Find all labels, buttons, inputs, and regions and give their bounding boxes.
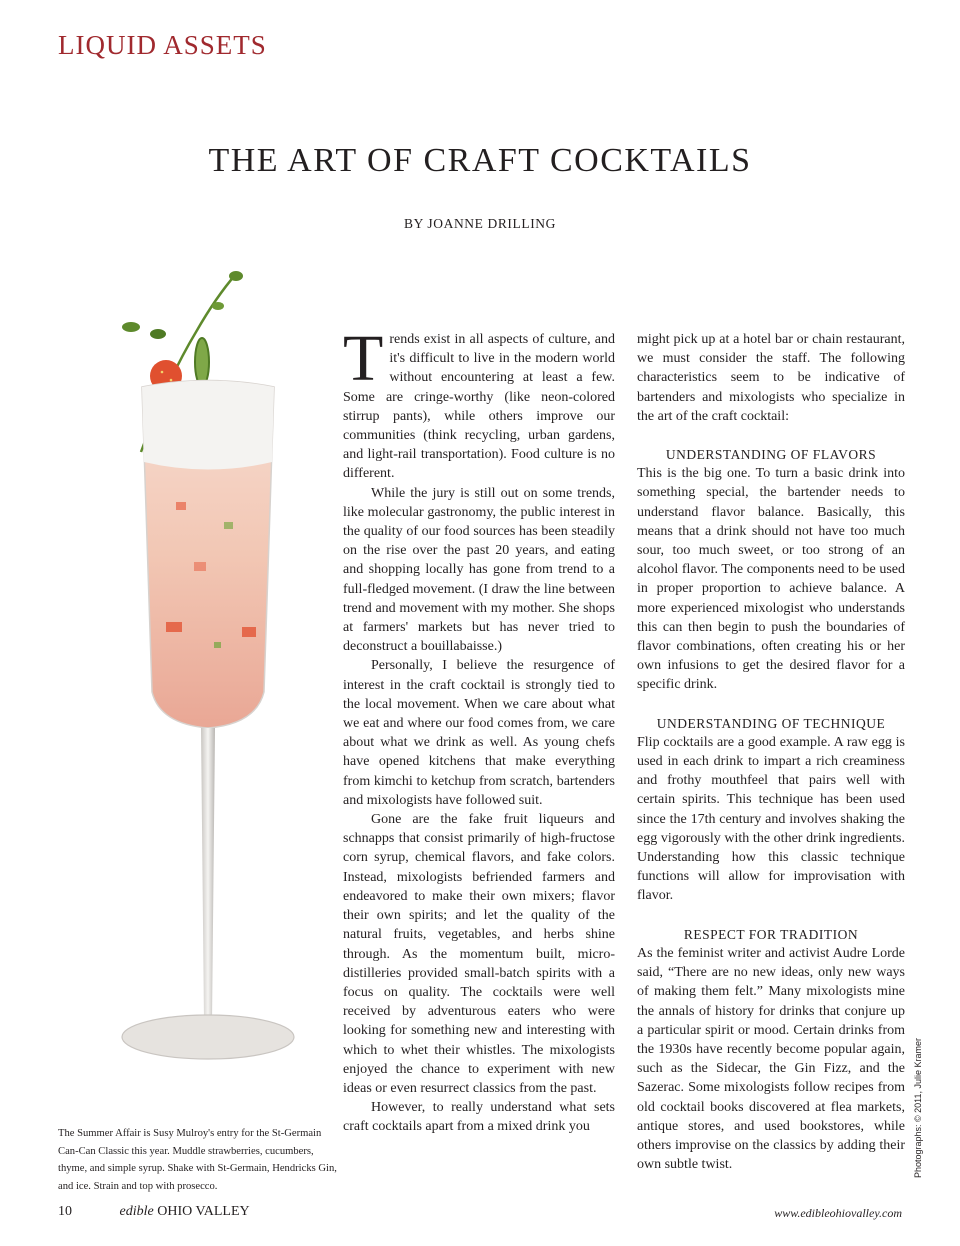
strawberry-seed bbox=[170, 379, 173, 382]
fruit-bit bbox=[194, 562, 206, 571]
magazine-name-italic: edible bbox=[119, 1204, 154, 1219]
drop-cap: T bbox=[343, 322, 384, 395]
section-subheading: RESPECT FOR TRADITION bbox=[683, 926, 859, 942]
paragraph: Flip cocktails are a good example. A raw egg is used in each drink to impart a rich creaminess and frothy mouthfeel that pairs well with certain spirits. This technique has been used since the 17th century and involves shaking the egg vigorously with the other drink ingredients. Understanding how this classic technique functions will allow for improvisation with flavor. bbox=[637, 734, 905, 904]
cucumber-slice bbox=[195, 338, 209, 386]
paragraph: rends exist in all aspects of culture, and it's difficult to live in the modern world without encountering at least a few. Some are cringe-worthy (like neon-colored stirrup pants), while others improve our communities (think recycling, urban gardens, and light-rail transportation). Food culture is no different. bbox=[343, 332, 615, 482]
page-number: 10 bbox=[58, 1204, 72, 1219]
magazine-region: OHIO VALLEY bbox=[157, 1204, 250, 1219]
article-byline: BY JOANNE DRILLING bbox=[403, 216, 557, 231]
leaf bbox=[122, 322, 140, 332]
article-column-1 bbox=[343, 322, 615, 1137]
strawberry-seed bbox=[161, 371, 164, 374]
footer-url[interactable]: www.edibleohiovalley.com bbox=[774, 1206, 902, 1220]
photo-caption: The Summer Affair is Susy Mulroy's entry for the St-Germain Can-Can Classic this year. Muddle strawberries, cucumbers, thyme, and simple syrup. Shake with St-Germain, Hendricks Gin, and ice. Strain and top with prosecco. bbox=[58, 1128, 337, 1192]
fruit-bit bbox=[214, 642, 221, 648]
photo-credit bbox=[913, 1038, 925, 1178]
paragraph: However, to really understand what sets craft cocktails apart from a mixed drink you bbox=[343, 1100, 615, 1135]
photo-credit-text: Photographs: © 2011, Julie Kramer bbox=[913, 1037, 923, 1178]
fruit-bit bbox=[166, 622, 182, 632]
paragraph: As the feminist writer and activist Audre Lorde said, “There are no new ideas, only new ways of making them felt.” Many mixologists mine the annals of history for drinks that conjure up a particular spirit or mood. Certain drinks from the 1930s have recently become popular again, such as the Sidecar, the Gin Fizz, and the Sazerac. Some mixologists follow recipes from old cocktail books discovered at flea markets, antique stores, and used bookstores, while others improvise on the classics by adding their own subtle twist. bbox=[637, 945, 905, 1173]
foam bbox=[142, 381, 274, 470]
paragraph: While the jury is still out on some trends, like molecular gastronomy, the public interest in the quality of our food sources has been steadily on the rise over the past 20 years, and eating and shopping locally has gone from trend to a full-fledged movement. (I draw the line between trend and movement with my mother. She shops at farmers' markets but has never tried to deconstruct a bouillabaisse.) bbox=[343, 485, 615, 655]
section-subheading: UNDERSTANDING OF TECHNIQUE bbox=[656, 715, 886, 731]
article-title: THE ART OF CRAFT COCKTAILS bbox=[208, 142, 752, 179]
cocktail-photo bbox=[96, 262, 321, 1102]
paragraph: Personally, I believe the resurgence of interest in the craft cocktail is strongly tied to the local movement. When we care about what we eat and where our food comes from, we care about what we drink as well. As young chefs have opened kitchens that make everything from kimchi to ketchup from scratch, bartenders and mixologists have followed suit. bbox=[343, 658, 615, 808]
leaf bbox=[229, 271, 243, 281]
paragraph: Gone are the fake fruit liqueurs and schnapps that consist primarily of high-fructose corn syrup, chemical flavors, and fake colors. Instead, mixologists befriended farmers and endeavored to make their own mixers; flavor their own spirits; and let the quality of the natural fruits, vegetables, and herbs shine through. As the momentum built, micro-distilleries provided small-batch spirits with a focus on quality. The cocktails were well received by adventurous eaters who were looking for something new and interesting with which to whet their whistles. The mixologists enjoyed the chance to experiment with new ideas or even resurrect classics from the past. bbox=[343, 812, 615, 1096]
leaf bbox=[212, 302, 224, 310]
glass-stem bbox=[201, 728, 215, 1022]
article-column-2 bbox=[637, 330, 905, 1174]
fruit-bit bbox=[224, 522, 233, 529]
leaf bbox=[150, 329, 166, 339]
paragraph: might pick up at a hotel bar or chain restaurant, we must consider the staff. The following characteristics seem to be indicative of bartenders and mixologists who specialize in the art of the craft cocktail: bbox=[637, 332, 905, 424]
fruit-bit bbox=[242, 627, 256, 637]
footer-left bbox=[58, 1204, 250, 1220]
glass-base bbox=[122, 1015, 294, 1059]
section-subheading: UNDERSTANDING OF FLAVORS bbox=[665, 447, 877, 463]
fruit-bit bbox=[176, 502, 186, 510]
paragraph: This is the big one. To turn a basic drink into something special, the bartender needs to understand flavor balance. Basically, this means that a drink should not have too much sour, too much sweet, or too strong of an alcohol flavor. The components need to be used in proper proportion to achieve balance. A more experienced mixologist who understands this can then begin to push the boundaries of flavor combinations, often creating his or her own infusions to get the desired flavor for a specific drink. bbox=[637, 466, 905, 693]
section-heading: LIQUID ASSETS bbox=[58, 30, 267, 60]
